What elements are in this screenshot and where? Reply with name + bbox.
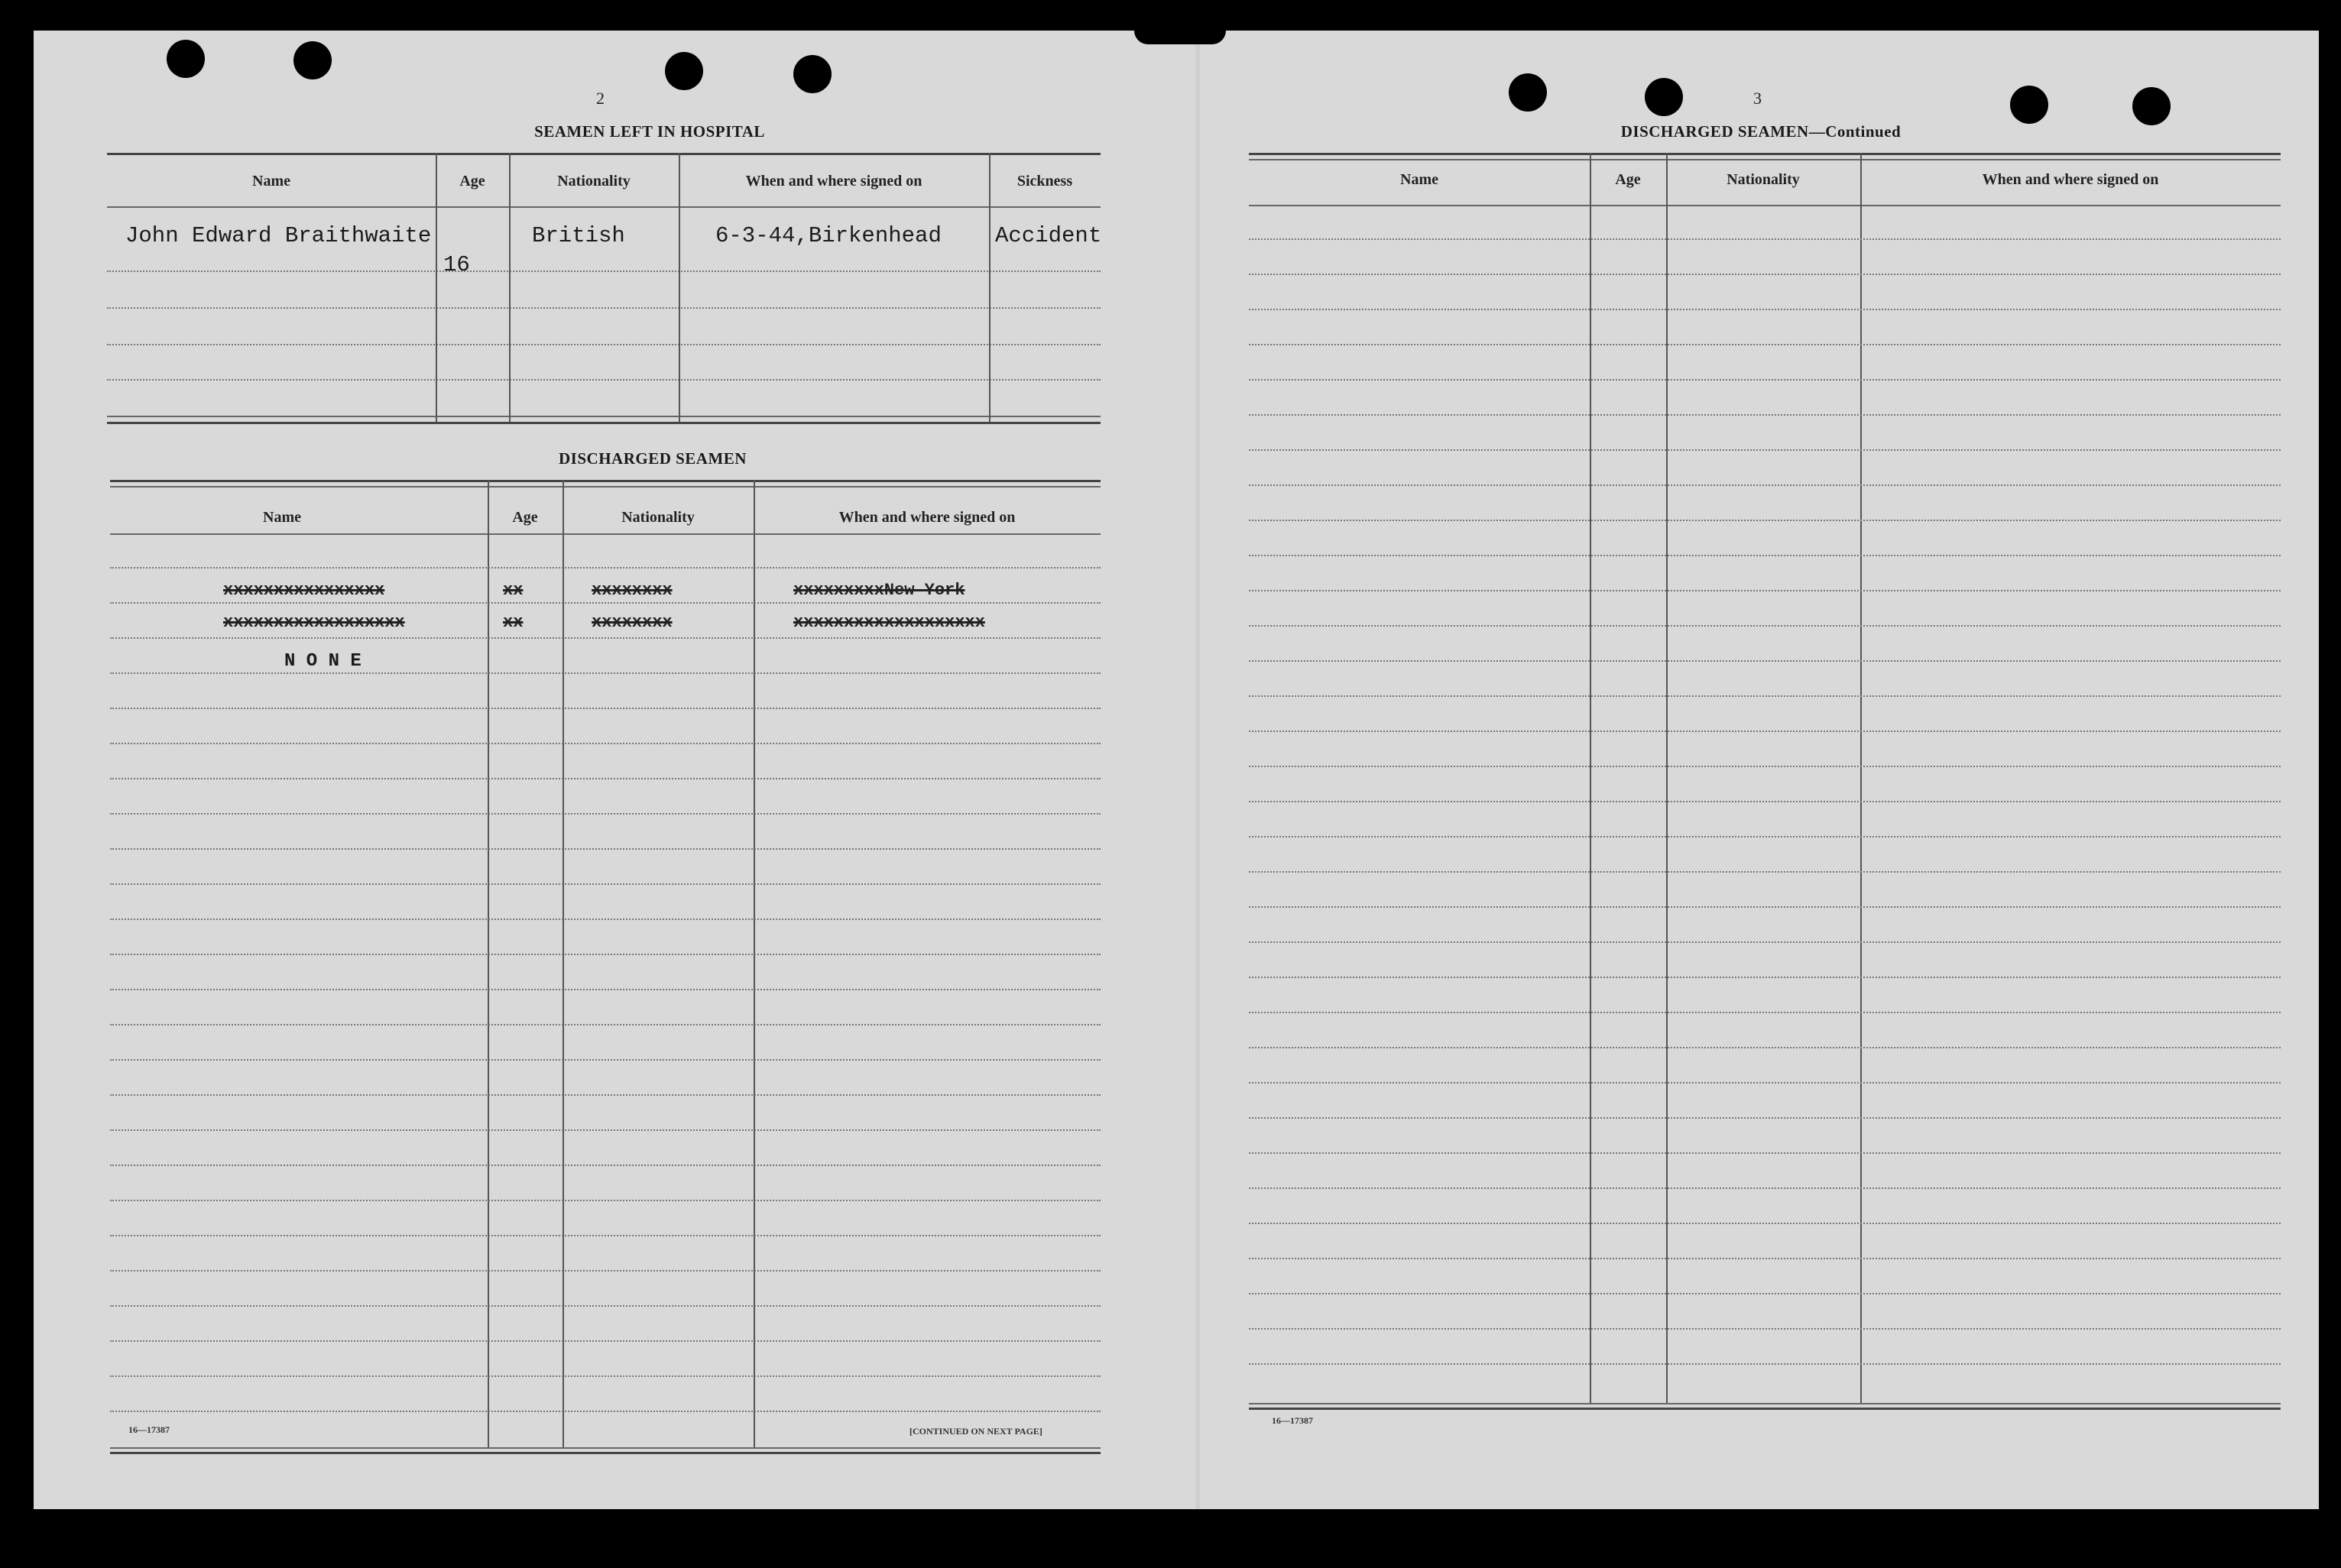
ruled-line xyxy=(1249,1293,2281,1294)
col-sickness-header: Sickness xyxy=(1016,173,1073,190)
struck-nationality: xxxxxxxx xyxy=(592,581,673,600)
ruled-line xyxy=(1249,801,2281,802)
ruled-line xyxy=(1249,344,2281,345)
ruled-line xyxy=(1249,414,2281,416)
ruled-line xyxy=(110,883,1101,885)
struck-nationality: xxxxxxxx xyxy=(592,613,673,632)
ruled-line xyxy=(1249,449,2281,451)
continued-note: [CONTINUED ON NEXT PAGE] xyxy=(909,1426,1042,1437)
ruled-line xyxy=(1249,695,2281,697)
ruled-line xyxy=(110,567,1101,569)
ruled-line xyxy=(1249,379,2281,381)
hospital-name: John Edward Braithwaite xyxy=(125,223,432,248)
ruled-line xyxy=(1249,484,2281,486)
ruled-line xyxy=(1249,1152,2281,1154)
struck-age: xx xyxy=(503,613,524,632)
ruled-line xyxy=(110,918,1101,920)
ruled-line xyxy=(110,1235,1101,1236)
punch-hole xyxy=(167,40,205,78)
ruled-line xyxy=(1249,309,2281,310)
ruled-line xyxy=(110,1411,1101,1412)
col-name-header: Name xyxy=(252,173,290,190)
col-nationality-header: Nationality xyxy=(621,509,695,526)
ruled-line xyxy=(1249,1223,2281,1224)
col-age-header: Age xyxy=(459,173,485,190)
ruled-line xyxy=(1249,1187,2281,1189)
page-number-left: 2 xyxy=(596,89,605,108)
ruled-line xyxy=(110,1200,1101,1201)
ruled-line xyxy=(1249,731,2281,732)
punch-hole xyxy=(793,55,832,93)
document-sheet xyxy=(34,31,2319,1509)
punch-hole xyxy=(2010,86,2048,124)
col-name-header: Name xyxy=(263,509,301,526)
ruled-line xyxy=(110,989,1101,990)
discharged-table xyxy=(110,480,1101,1466)
hospital-section-title: SEAMEN LEFT IN HOSPITAL xyxy=(534,122,765,141)
struck-name: xxxxxxxxxxxxxxxxxx xyxy=(223,613,405,632)
punch-hole xyxy=(1645,78,1683,116)
discharged-continued-table xyxy=(1249,153,2281,1437)
ruled-line xyxy=(1249,520,2281,521)
ruled-line xyxy=(110,1024,1101,1025)
torn-edge xyxy=(1134,31,1226,44)
ruled-line xyxy=(1249,941,2281,943)
ruled-line xyxy=(110,672,1101,674)
ruled-line xyxy=(1249,1082,2281,1084)
ruled-line xyxy=(1249,871,2281,873)
punch-hole xyxy=(1509,73,1547,112)
ruled-line xyxy=(110,1094,1101,1096)
ruled-line xyxy=(110,1129,1101,1131)
form-number-right: 16—17387 xyxy=(1272,1415,1313,1426)
ruled-line xyxy=(1249,590,2281,591)
col-signed-on-header: When and where signed on xyxy=(838,509,1016,526)
none-text: N O N E xyxy=(284,651,362,672)
punch-hole xyxy=(293,41,332,79)
ruled-line xyxy=(1249,766,2281,767)
ruled-line xyxy=(1249,1012,2281,1013)
hospital-signed-on: 6-3-44,Birkenhead xyxy=(715,223,942,248)
ruled-line xyxy=(1249,1328,2281,1330)
ruled-line xyxy=(110,954,1101,955)
col-signed-on-header: When and where signed on xyxy=(1982,171,2159,188)
ruled-line xyxy=(1249,977,2281,978)
discharged-section-title: DISCHARGED SEAMEN xyxy=(559,449,747,468)
ruled-line xyxy=(1249,1047,2281,1048)
ruled-line xyxy=(1249,836,2281,837)
struck-age: xx xyxy=(503,581,524,600)
hospital-table xyxy=(107,153,1101,458)
form-number-left: 16—17387 xyxy=(128,1424,170,1435)
punch-hole xyxy=(665,52,703,90)
struck-signed-on: xxxxxxxxxxxxxxxxxxx xyxy=(793,613,985,632)
ruled-line xyxy=(1249,660,2281,662)
struck-signed-on: xxxxxxxxxNew York xyxy=(793,581,965,600)
ruled-line xyxy=(1249,238,2281,240)
ruled-line xyxy=(1249,1258,2281,1259)
ruled-line xyxy=(1249,1117,2281,1119)
center-fold xyxy=(1195,31,1200,1509)
ruled-line xyxy=(110,743,1101,744)
ruled-line xyxy=(110,1270,1101,1272)
hospital-age: 16 xyxy=(443,252,470,277)
ruled-line xyxy=(1249,274,2281,275)
page-number-right: 3 xyxy=(1753,89,1762,108)
col-age-header: Age xyxy=(512,509,538,526)
col-nationality-header: Nationality xyxy=(1727,171,1800,188)
punch-hole xyxy=(2132,87,2171,125)
col-name-header: Name xyxy=(1400,171,1438,188)
ruled-line xyxy=(1249,625,2281,627)
ruled-line xyxy=(110,1305,1101,1307)
discharged-continued-title: DISCHARGED SEAMEN—Continued xyxy=(1620,122,1902,141)
hospital-nationality: British xyxy=(532,223,625,248)
struck-name: xxxxxxxxxxxxxxxx xyxy=(223,581,385,600)
col-age-header: Age xyxy=(1615,171,1641,188)
ruled-line xyxy=(1249,906,2281,908)
col-nationality-header: Nationality xyxy=(557,173,631,190)
ruled-line xyxy=(110,813,1101,815)
col-signed-on-header: When and where signed on xyxy=(745,173,922,190)
ruled-line xyxy=(110,1059,1101,1061)
ruled-line xyxy=(1249,1363,2281,1365)
ruled-line xyxy=(110,637,1101,639)
ruled-line xyxy=(110,1165,1101,1166)
ruled-line xyxy=(1249,555,2281,556)
ruled-line xyxy=(110,708,1101,709)
ruled-line xyxy=(110,778,1101,779)
ruled-line xyxy=(110,848,1101,850)
hospital-sickness: Accident xyxy=(995,223,1102,248)
ruled-line xyxy=(110,1375,1101,1377)
ruled-line xyxy=(110,1340,1101,1342)
ruled-line xyxy=(110,602,1101,604)
